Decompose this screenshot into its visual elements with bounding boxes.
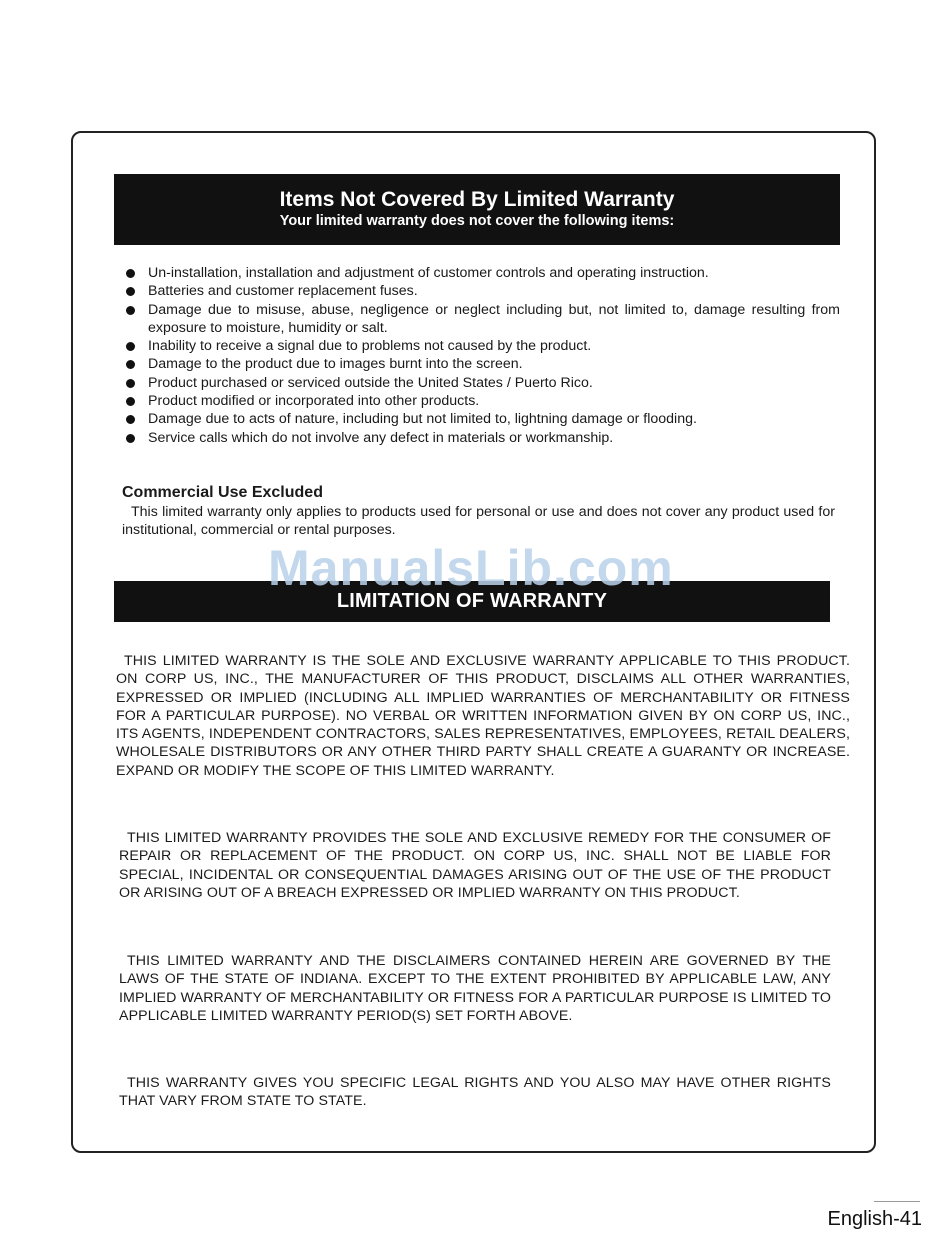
list-item <box>124 410 840 428</box>
list-item-text: Damage due to acts of nature, including but not limited to, lightning damage or flooding. <box>148 411 697 428</box>
items-not-covered-banner <box>114 174 840 245</box>
list-item-text: Damage to the product due to images burnt into the screen. <box>148 356 523 373</box>
list-item-text: Un-installation, installation and adjustment of customer controls and operating instruction. <box>148 265 709 281</box>
limitation-paragraph: THIS LIMITED WARRANTY AND THE DISCLAIMERS CONTAINED HEREIN ARE GOVERNED BY THE LAWS OF THE STATE OF INDIANA. EXCEPT TO THE EXTENT PROHIBITED BY APPLICABLE LAW, ANY IMPLIED WARRANTY OF MERCHANTABILITY OR FITNESS FOR A PARTICULAR PURPOSE IS LIMITED TO APPLICABLE LIMITED WARRANTY PERIOD(S) SET FORTH ABOVE. <box>119 953 831 1024</box>
bullet-icon <box>126 360 135 369</box>
list-item <box>124 282 840 300</box>
not-covered-list <box>124 264 840 447</box>
list-item-text: Product modified or incorporated into other products. <box>148 393 480 410</box>
items-not-covered-subtitle: Your limited warranty does not cover the following items: <box>279 213 675 229</box>
list-item-text: Batteries and customer replacement fuses. <box>148 283 418 300</box>
list-item <box>124 429 840 447</box>
limitation-title: LIMITATION OF WARRANTY <box>336 590 608 612</box>
bullet-icon <box>126 379 135 388</box>
list-item <box>124 264 840 282</box>
list-item <box>124 374 840 392</box>
bullet-icon <box>126 342 135 351</box>
list-item <box>124 301 840 338</box>
commercial-use-text: This limited warranty only applies to products used for personal or use and does not cover any product used for institutional, commercial or rental purposes. <box>122 504 835 539</box>
page-number-rule <box>874 1201 920 1202</box>
list-item-text: Inability to receive a signal due to problems not caused by the product. <box>148 338 592 355</box>
bullet-icon <box>126 269 135 278</box>
items-not-covered-title: Items Not Covered By Limited Warranty <box>279 188 675 211</box>
limitation-paragraph: THIS LIMITED WARRANTY IS THE SOLE AND EXCLUSIVE WARRANTY APPLICABLE TO THIS PRODUCT. ON CORP US, INC., THE MANUFACTURER OF THIS PRODUCT, DISCLAIMS ALL OTHER WARRANTIES, EXPRESSED OR IMPLIED (INCLUDING ALL IMPLIED WARRANTIES OF MERCHANTABILITY OR FITNESS FOR A PARTICULAR PURPOSE). NO VERBAL OR WRITTEN INFORMATION GIVEN BY ON CORP US, INC., ITS AGENTS, INDEPENDENT CONTRACTORS, SALES REPRESENTATIVES, EMPLOYEES, RETAIL DEALERS, WHOLESALE DISTRIBUTORS OR ANY OTHER THIRD PARTY SHALL CREATE A GUARANTY OR INCREASE. EXPAND OR MODIFY THE SCOPE OF THIS LIMITED WARRANTY. <box>116 653 850 779</box>
watermark: ManualsLib.com <box>268 540 674 596</box>
bullet-icon <box>126 415 135 424</box>
bullet-icon <box>126 397 135 406</box>
list-item-text: Damage due to misuse, abuse, negligence or neglect including but, not limited to, damage resulting from exposure to moisture, humidity or salt. <box>148 301 840 336</box>
bullet-icon <box>126 434 135 443</box>
list-item <box>124 355 840 373</box>
list-item-text: Service calls which do not involve any defect in materials or workmanship. <box>148 429 614 446</box>
commercial-use-heading: Commercial Use Excluded <box>122 484 323 501</box>
list-item <box>124 337 840 355</box>
list-item-text: Product purchased or serviced outside the United States / Puerto Rico. <box>148 374 593 391</box>
bullet-icon <box>126 306 135 315</box>
limitation-paragraph: THIS LIMITED WARRANTY PROVIDES THE SOLE AND EXCLUSIVE REMEDY FOR THE CONSUMER OF REPAIR OR REPLACEMENT OF THE PRODUCT. ON CORP US, INC. SHALL NOT BE LIABLE FOR SPECIAL, INCIDENTAL OR CONSEQUENTIAL DAMAGES ARISING OUT OF THE USE OF THE PRODUCT OR ARISING OUT OF A BREACH EXPRESSED OR IMPLIED WARRANTY ON THIS PRODUCT. <box>119 830 831 901</box>
page-number: English-41 <box>827 1208 922 1230</box>
limitation-paragraph: THIS WARRANTY GIVES YOU SPECIFIC LEGAL RIGHTS AND YOU ALSO MAY HAVE OTHER RIGHTS THAT VARY FROM STATE TO STATE. <box>119 1075 831 1110</box>
list-item <box>124 392 840 410</box>
bullet-icon <box>126 287 135 296</box>
